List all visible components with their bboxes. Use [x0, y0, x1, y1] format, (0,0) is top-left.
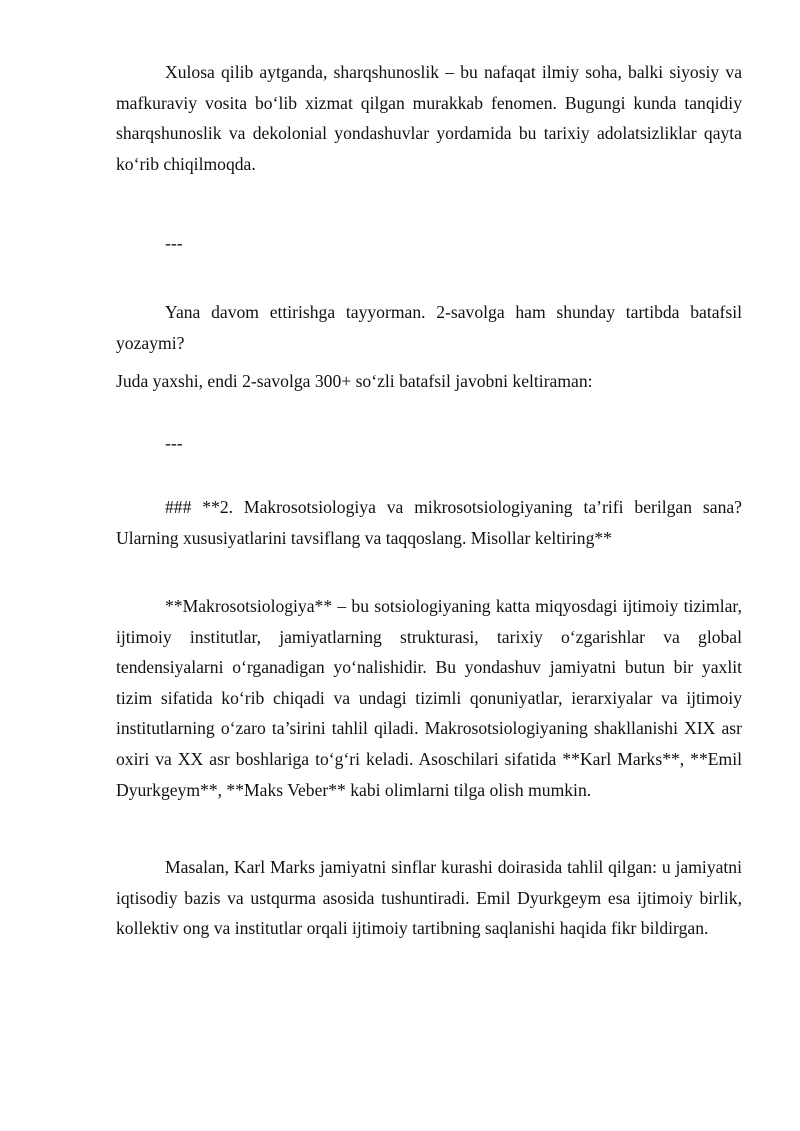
macrosociology-definition-paragraph: **Makrosotsiologiya** – bu sotsiologiyaning katta miqyosdagi ijtimoiy tizimlar, ijtimoiy institutlar, jamiyatlarning strukturasi, tarixiy o‘zgarishlar va global tendensiyalarni o‘rganadigan yo‘nalishidir. Bu yondashuv jamiyatni butun bir yaxlit tizim sifatida ko‘rib chiqadi va undagi tizimli qonuniyatlar, ierarxiyalar va ijtimoiy institutlarning o‘zaro ta’sirini tahlil qiladi. Makrosotsiologiyaning shakllanishi XIX asr oxiri va XX asr boshlariga to‘g‘ri keladi. Asoschilari sifatida **Karl Marks**, **Emil Dyurkgeym**, **Maks Veber** kabi olimlarni tilga olish mumkin. — [116, 596, 742, 800]
continue-offer-paragraph: Yana davom ettirishga tayyorman. 2-savolga ham shunday tartibda batafsil yozaymi? — [116, 302, 742, 353]
examples-paragraph: Masalan, Karl Marks jamiyatni sinflar kurashi doirasida tahlil qilgan: u jamiyatni iqtisodiy bazis va ustqurma asosida tushuntiradi. Emil Dyurkgeym esa ijtimoiy birlik, kollektiv ong va institutlar orqali ijtimoiy tartibning saqlanishi haqida fikr bildirgan. — [116, 857, 742, 939]
conclusion-paragraph: Xulosa qilib aytganda, sharqshunoslik – bu nafaqat ilmiy soha, balki siyosiy va mafkuraviy vosita bo‘lib xizmat qilgan murakkab fenomen. Bugungi kunda tanqidiy sharqshunoslik va dekolonial yondashuvlar yordamida bu tarixiy adolatsizliklar qayta ko‘rib chiqilmoqda. — [116, 62, 742, 174]
separator-line: --- — [165, 433, 183, 453]
answer-intro-paragraph: Juda yaxshi, endi 2-savolga 300+ so‘zli batafsil javobni keltiraman: — [116, 371, 593, 391]
question-heading: ### **2. Makrosotsiologiya va mikrosotsiologiyaning ta’rifi berilgan sana? Ularning xususiyatlarini tavsiflang va taqqoslang. Misollar keltiring** — [116, 497, 742, 548]
separator-line: --- — [165, 233, 183, 253]
